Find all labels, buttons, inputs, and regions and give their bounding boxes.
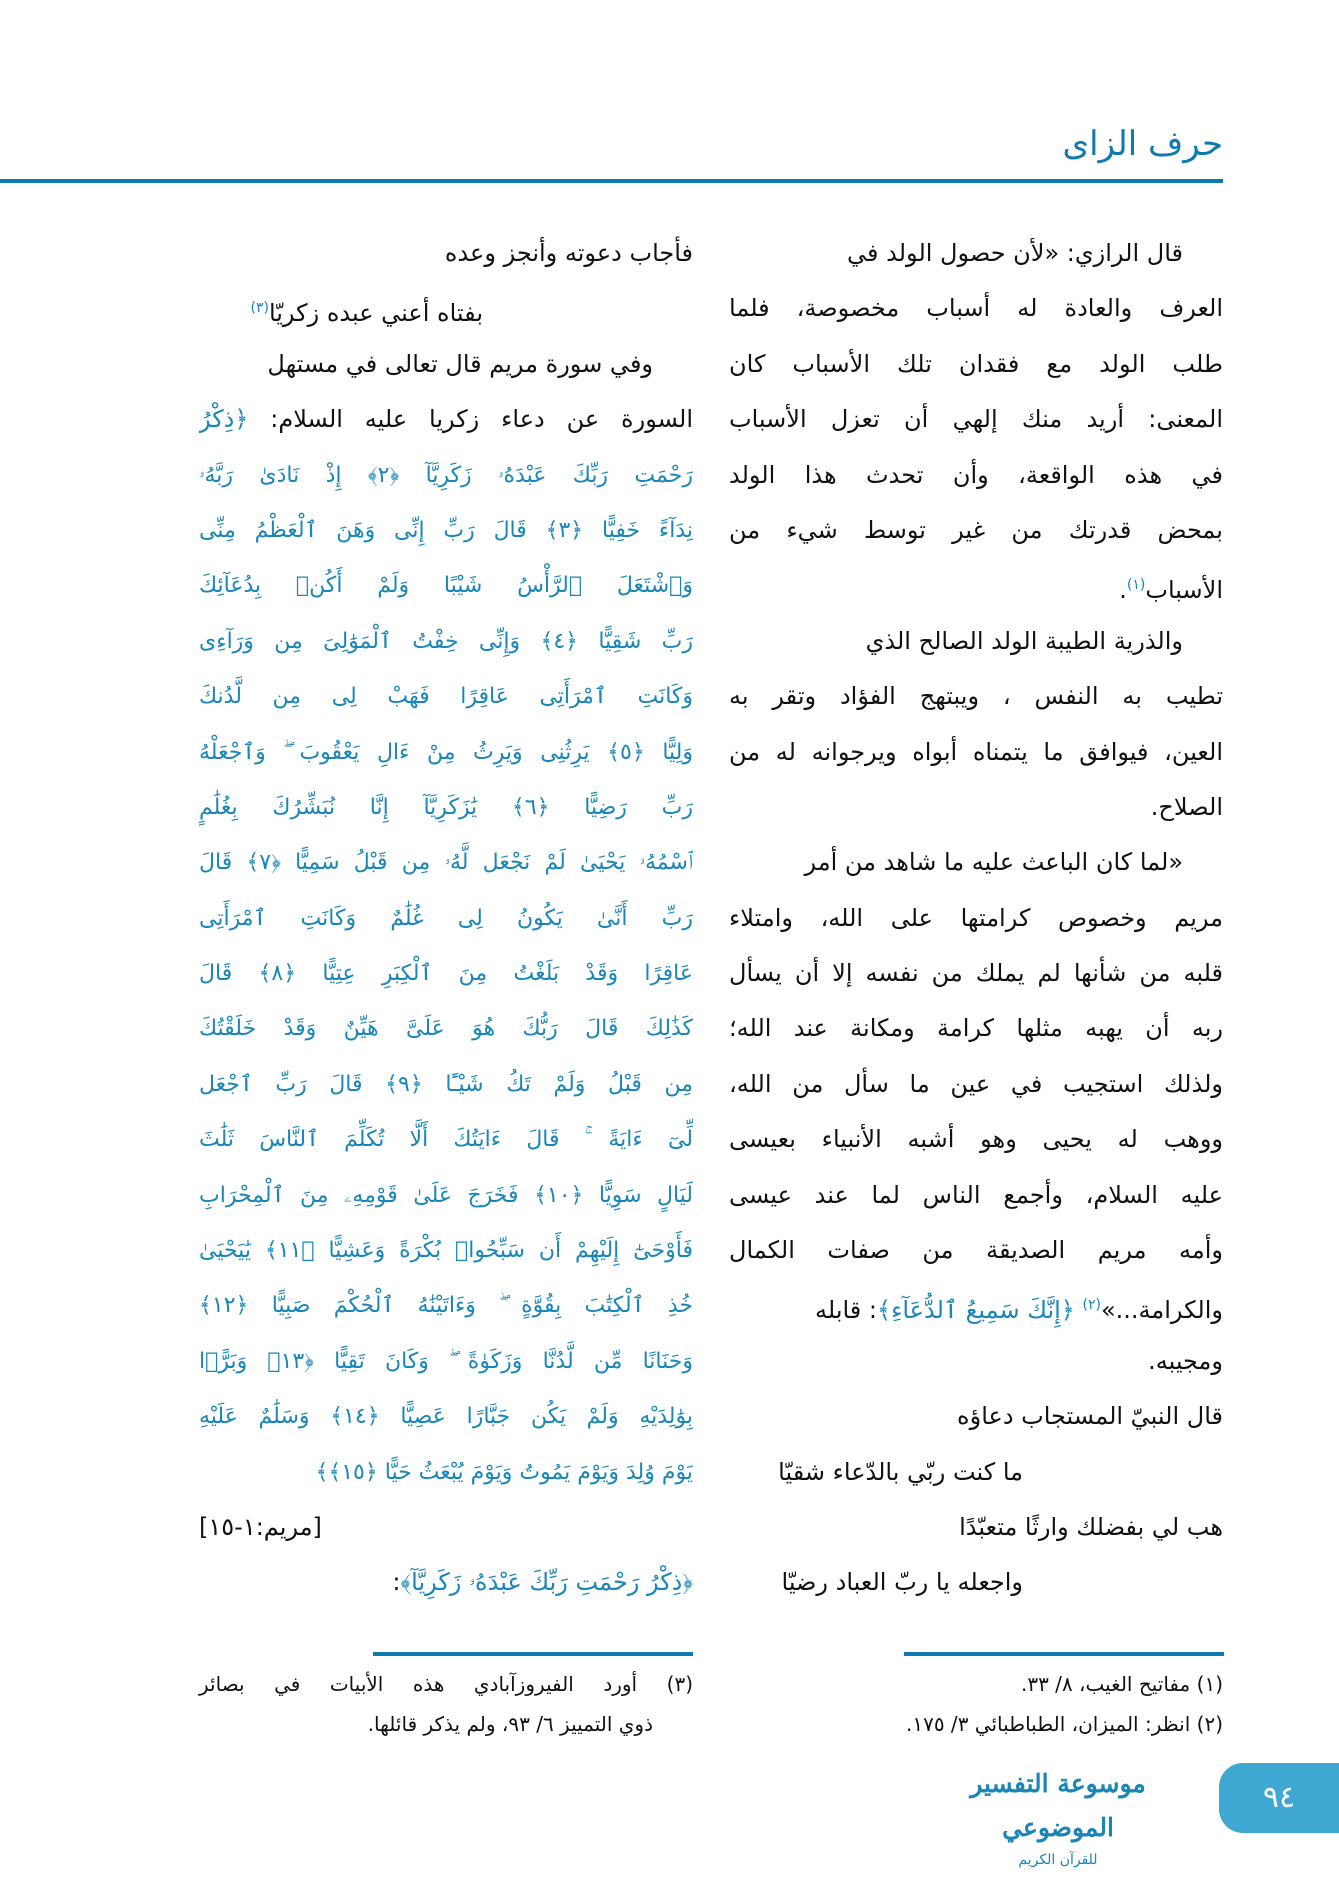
quran-line: رَبِّ شَقِيًّا ﴿٤﴾ وَإِنِّى خِفْتُ ٱلْمَوَٰلِىَ مِن وَرَآءِى	[199, 628, 693, 654]
footnote: ذوي التمييز ٦/ ٩٣، ولم يذكر قائلها.	[367, 1712, 653, 1736]
quran-line: مِن قَبْلُ وَلَمْ تَكُ شَيْـًٔا ﴿٩﴾ قَالَ رَبِّ ٱجْعَل	[199, 1071, 693, 1097]
quran-line: وَكَانَتِ ٱمْرَأَتِى عَاقِرًا فَهَبْ لِى مِن لَّدُنكَ	[199, 684, 693, 710]
text-line: مريم وخصوص كرامتها على الله، وامتلاء	[729, 903, 1223, 932]
quran-line: لَيَالٍ سَوِيًّا ﴿١٠﴾ فَخَرَجَ عَلَىٰ قَوْمِهِۦ مِنَ ٱلْمِحْرَابِ	[199, 1182, 693, 1208]
footnote: (٢) انظر: الميزان، الطباطبائي ٣/ ١٧٥.	[905, 1712, 1223, 1736]
footnote: (١) مفاتيح الغيب، ٨/ ٣٣.	[1020, 1672, 1223, 1696]
quran-line: بِوَٰلِدَيْهِ وَلَمْ يَكُن جَبَّارًا عَصِيًّا ﴿١٤﴾ وَسَلَٰمٌ عَلَيْهِ	[199, 1404, 693, 1430]
quran-line: يَوْمَ وُلِدَ وَيَوْمَ يَمُوتُ وَيَوْمَ يُبْعَثُ حَيًّا ﴿١٥﴾﴾	[315, 1459, 693, 1485]
footnote-ref[interactable]: (١)	[1126, 577, 1146, 594]
quran-line: وَحَنَانًا مِّن لَّدُنَّا وَزَكَوٰةً ۖ وَكَانَ تَقِيًّا ﴿١٣﴾ وَبَرًّۢا	[199, 1348, 693, 1374]
poem-line: هب لي بفضلك وارثًا متعبّدًا	[959, 1512, 1223, 1541]
quran-line: عَاقِرًا وَقَدْ بَلَغْتُ مِنَ ٱلْكِبَرِ عِتِيًّا ﴿٨﴾ قَالَ	[199, 961, 693, 987]
poem-line: ما كنت ربّي بالدّعاء شقيّا	[778, 1457, 1023, 1486]
text-line: بمحض قدرتك من غير توسط شيء من	[729, 515, 1223, 544]
quran-fragment: ﴿ذِكْرُ	[199, 405, 249, 434]
text-line: المعنى: أريد منك إلهي أن تعزل الأسباب	[729, 405, 1223, 434]
text-line	[199, 392, 693, 447]
text-line: الصلاح.	[1150, 792, 1223, 821]
left-column	[199, 226, 693, 1611]
text-line: قلبه من شأنها لم يملك من نفسه إلا أن يسأل	[729, 959, 1223, 988]
quran-passage	[199, 448, 693, 1500]
text-fragment: والكرامة...»	[1100, 1296, 1223, 1325]
text-line: طلب الولد مع فقدان تلك الأسباب كان	[729, 349, 1223, 378]
quran-line: وَلِيًّا ﴿٥﴾ يَرِثُنِى وَيَرِثُ مِنْ ءَالِ يَعْقُوبَ ۖ وَٱجْعَلْهُ	[199, 739, 693, 765]
page-number: ٩٤	[1219, 1763, 1339, 1833]
quran-line: كَذَٰلِكَ قَالَ رَبُّكَ هُوَ عَلَىَّ هَيِّنٌ وَقَدْ خَلَقْتُكَ	[199, 1016, 693, 1042]
text-fragment: .	[1119, 576, 1127, 605]
text-line: ووهب له يحيى وهو أشبه الأنبياء بعيسى	[729, 1125, 1223, 1154]
text-line: ومجيبه.	[1148, 1346, 1223, 1375]
poem-line: قال النبيّ المستجاب دعاؤه	[957, 1402, 1223, 1431]
footnote-divider	[373, 1652, 693, 1656]
text-line	[729, 558, 1223, 613]
text-fragment: : قابله	[815, 1296, 877, 1325]
footnote-ref[interactable]: (٣)	[250, 300, 269, 317]
chapter-title: حرف الزاى	[1062, 124, 1223, 164]
footnotes-right	[729, 1664, 1223, 1744]
quran-ayah: ﴿إِنَّكَ سَمِيعُ ٱلدُّعَآءِ﴾	[877, 1296, 1075, 1325]
text-line: العرف والعادة له أسباب مخصوصة، فلما	[729, 294, 1223, 323]
quran-line: ٱسْمُهُۥ يَحْيَىٰ لَمْ نَجْعَل لَّهُۥ مِن قَبْلُ سَمِيًّا ﴿٧﴾ قَالَ	[199, 850, 693, 876]
text-line: والذرية الطيبة الولد الصالح الذي	[865, 626, 1183, 655]
text-fragment: الأسباب	[1145, 576, 1223, 605]
quran-line: خُذِ ٱلْكِتَٰبَ بِقُوَّةٍ ۖ وَءَاتَيْنَٰهُ ٱلْحُكْمَ صَبِيًّا ﴿١٢﴾	[199, 1293, 693, 1319]
quran-line: رَبِّ أَنَّىٰ يَكُونُ لِى غُلَٰمٌ وَكَانَتِ ٱمْرَأَتِى	[199, 905, 693, 931]
quran-line: رَحْمَتِ رَبِّكَ عَبْدَهُۥ زَكَرِيَّآ ﴿٢﴾ إِذْ نَادَىٰ رَبَّهُۥ	[199, 462, 693, 488]
footnote: (٣) أورد الفيروزآبادي هذه الأبيات في بصائر	[199, 1672, 693, 1696]
text-line: في هذه الواقعة، وأن تحدث هذا الولد	[729, 460, 1223, 489]
text-line: قال الرازي: «لأن حصول الولد في	[847, 239, 1183, 267]
text-line	[729, 1278, 1223, 1333]
text-fragment: :	[392, 1568, 401, 1597]
text-line: وفي سورة مريم قال تعالى في مستهل	[267, 349, 653, 378]
quran-line: رَبِّ رَضِيًّا ﴿٦﴾ يَٰزَكَرِيَّآ إِنَّا نُبَشِّرُكَ بِغُلَٰمٍ	[199, 794, 693, 820]
footnote-divider	[904, 1652, 1224, 1656]
logo-title: موسوعة التفسير الموضوعي	[970, 1769, 1146, 1842]
quran-line: وَٱشْتَعَلَ ٱلرَّأْسُ شَيْبًا وَلَمْ أَكُنۢ بِدُعَآئِكَ	[199, 573, 693, 599]
quran-line: فَأَوْحَىٰٓ إِلَيْهِمْ أَن سَبِّحُوا۟ بُكْرَةً وَعَشِيًّا ﴿١١﴾ يَٰيَحْيَىٰ	[199, 1238, 693, 1264]
text-line: ولذلك استجيب في عين ما سأل من الله،	[729, 1069, 1223, 1098]
footnote-ref[interactable]: (٢)	[1082, 1297, 1101, 1314]
quran-line	[199, 1555, 693, 1610]
quran-line: نِدَآءً خَفِيًّا ﴿٣﴾ قَالَ رَبِّ إِنِّى وَهَنَ ٱلْعَظْمُ مِنِّى	[199, 517, 693, 543]
poem-line: واجعله يا ربّ العباد رضيّا	[781, 1568, 1023, 1597]
text-line: وأمه مريم الصديقة من صفات الكمال	[729, 1236, 1223, 1265]
text-fragment: بفتاه أعني عبده زكريّا	[268, 299, 483, 328]
footnotes-left	[199, 1664, 693, 1744]
poem-line	[199, 281, 693, 336]
text-line: ربه أن يهبه مثلها كرامة ومكانة عند الله؛	[729, 1014, 1223, 1043]
encyclopedia-logo	[934, 1762, 1182, 1868]
text-line: عليه السلام، وأجمع الناس لما عند عيسى	[729, 1180, 1223, 1209]
text-line: تطيب به النفس ، ويبتهج الفؤاد وتقر به	[729, 682, 1223, 711]
logo-subtitle: للقرآن الكريم	[1018, 1852, 1098, 1868]
text-fragment: السورة عن دعاء زكريا عليه السلام:	[270, 405, 693, 434]
text-line: «لما كان الباعث عليه ما شاهد من أمر	[804, 848, 1183, 877]
citation: [مريم:١-١٥]	[199, 1512, 322, 1541]
right-column	[729, 226, 1223, 1611]
quran-line: لِّىٓ ءَايَةً ۚ قَالَ ءَايَتُكَ أَلَّا تُكَلِّمَ ٱلنَّاسَ ثَلَٰثَ	[199, 1127, 693, 1153]
header-divider	[0, 179, 1223, 183]
poem-line: فأجاب دعوته وأنجز وعده	[444, 239, 693, 267]
text-line: العين، فيوافق ما يتمناه أبواه ويرجوانه له من	[729, 737, 1223, 766]
quran-ayah: ﴿ذِكْرُ رَحْمَتِ رَبِّكَ عَبْدَهُۥ زَكَرِيَّآ﴾	[400, 1568, 693, 1597]
